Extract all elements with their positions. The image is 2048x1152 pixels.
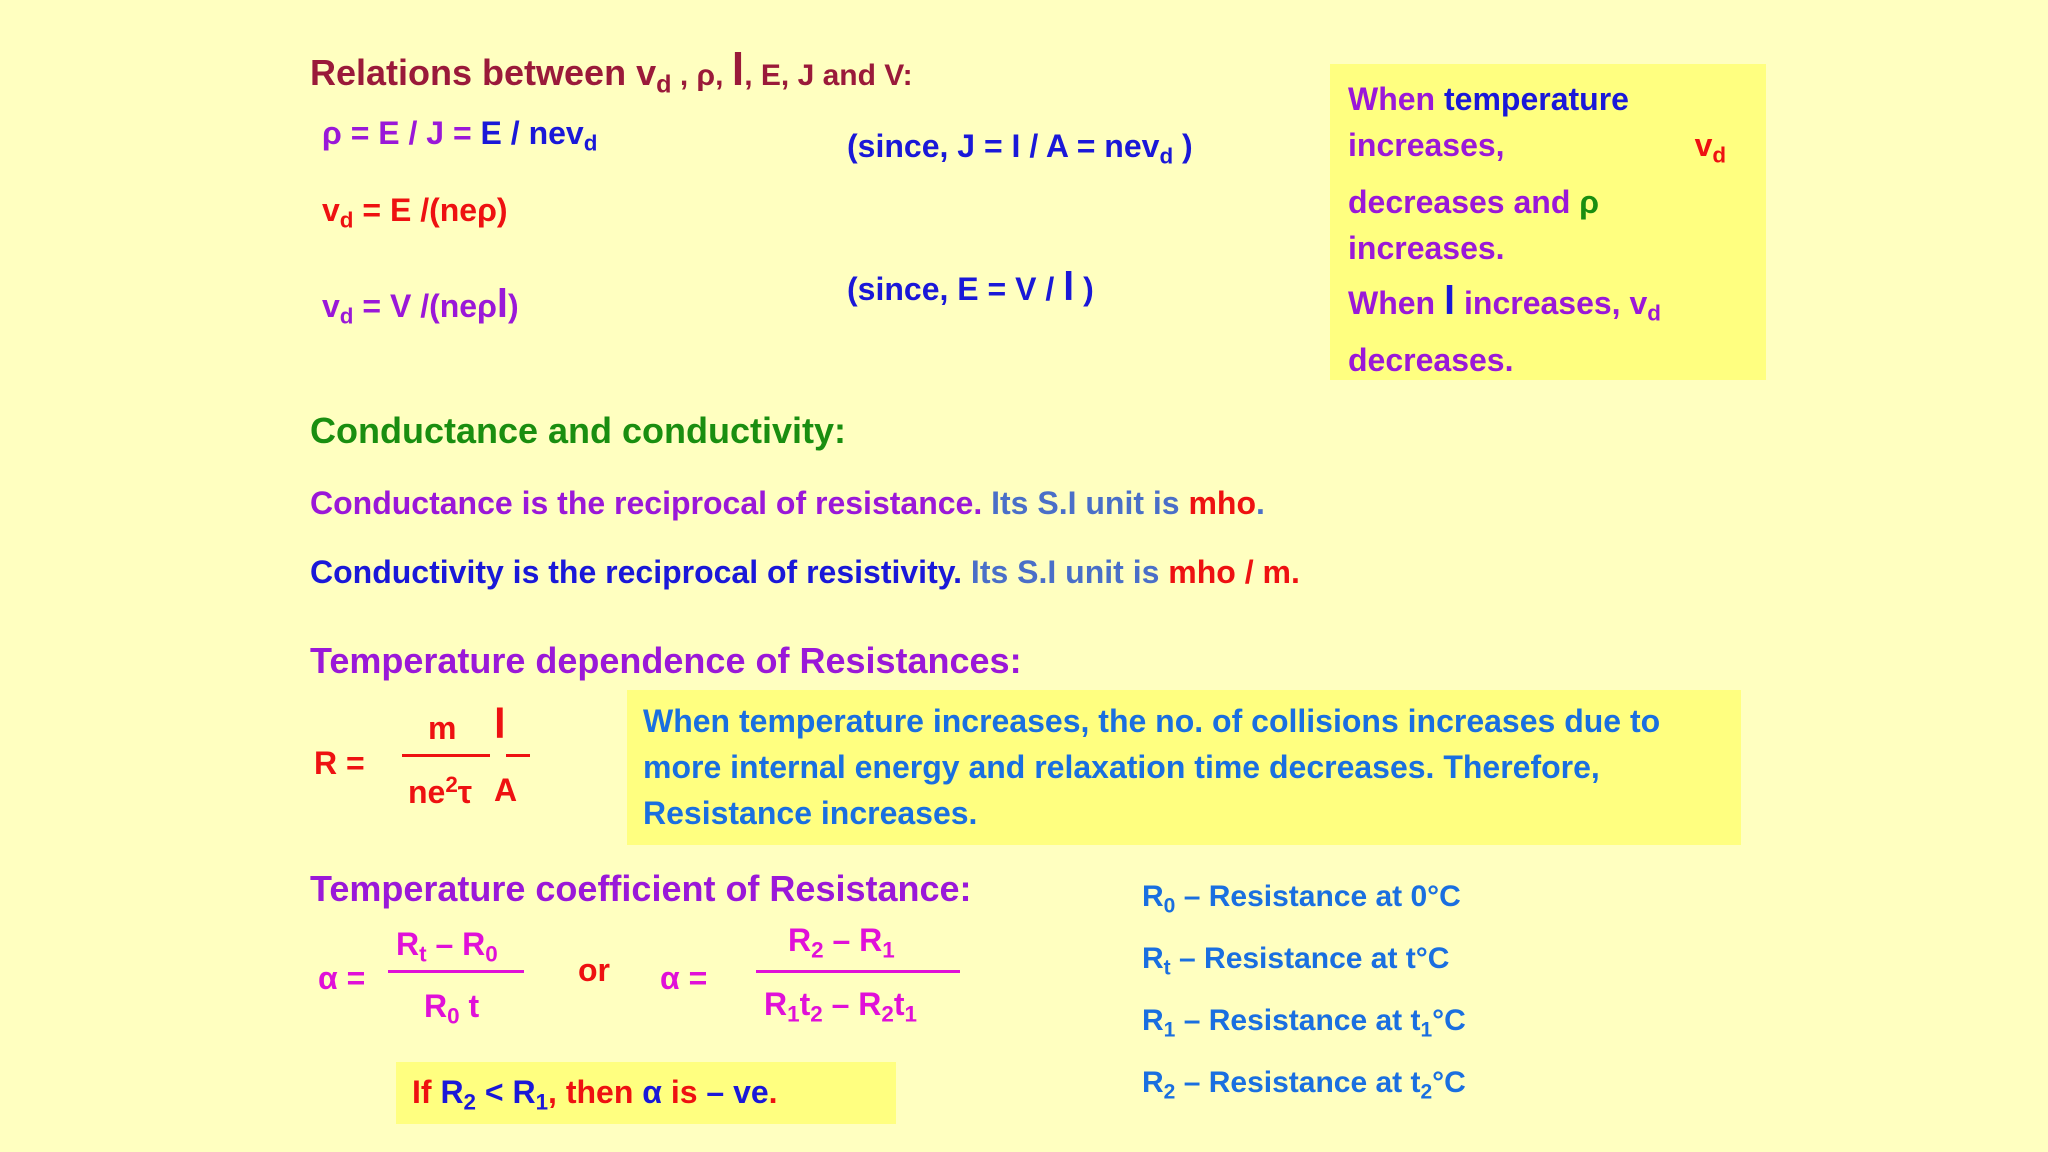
legend-text: – Resistance at t bbox=[1175, 1066, 1421, 1099]
num-sub: 2 bbox=[811, 937, 824, 963]
box-text: increases, bbox=[1455, 285, 1630, 321]
frac-den bbox=[408, 772, 472, 811]
frac1-num bbox=[396, 926, 498, 968]
num-text: – R bbox=[426, 926, 486, 962]
note-part: R bbox=[440, 1074, 464, 1110]
legend-item-r1 bbox=[1142, 1004, 1466, 1042]
note-sub: 1 bbox=[535, 1089, 549, 1115]
den-sub: 1 bbox=[904, 1001, 917, 1027]
note-text: ) bbox=[1074, 271, 1094, 307]
alpha-label-1: α = bbox=[318, 960, 366, 996]
note-text: ) bbox=[1173, 128, 1193, 164]
title-text: , ρ, bbox=[671, 59, 732, 92]
note-part: – ve bbox=[706, 1074, 769, 1110]
den-text: t bbox=[459, 988, 480, 1024]
fraction-bar bbox=[402, 754, 490, 757]
eq-part: ρ = E / J = bbox=[322, 115, 481, 151]
line-text: . bbox=[1256, 485, 1265, 521]
num-sub: t bbox=[419, 941, 427, 967]
equation-note-j bbox=[847, 128, 1193, 170]
line-text: Conductivity is the reciprocal of resistivity. bbox=[310, 554, 971, 590]
frac2-num bbox=[788, 922, 895, 964]
legend-sym: R bbox=[1142, 942, 1164, 975]
or-text: or bbox=[578, 952, 610, 988]
eq-part: v bbox=[322, 288, 340, 324]
note-part: < R bbox=[476, 1074, 536, 1110]
den-text: R bbox=[764, 986, 788, 1022]
den-sub: 0 bbox=[447, 1003, 460, 1029]
frac1-den bbox=[424, 988, 479, 1030]
num-sub: 1 bbox=[882, 937, 895, 963]
den-text: t bbox=[893, 986, 905, 1022]
title-text: Relations between v bbox=[310, 52, 657, 93]
box-text: increases, bbox=[1348, 127, 1505, 163]
eq-part: = V /(neρ bbox=[353, 288, 497, 324]
legend-item-rt bbox=[1142, 942, 1449, 980]
box-vd-sub: d bbox=[1647, 300, 1661, 326]
collision-box bbox=[627, 690, 1741, 845]
eq-l: l bbox=[496, 282, 508, 326]
fraction-bar bbox=[388, 970, 524, 973]
note-sub: d bbox=[1159, 143, 1174, 169]
eq-sub: d bbox=[339, 303, 354, 329]
legend-sub: 0 bbox=[1163, 894, 1176, 918]
den-sub: 2 bbox=[881, 1001, 894, 1027]
legend-text: °C bbox=[1432, 1066, 1466, 1099]
num-text: R bbox=[396, 926, 420, 962]
note-part: , then bbox=[548, 1074, 643, 1110]
line-text: Conductance is the reciprocal of resistance. bbox=[310, 485, 992, 521]
box-rho: ρ bbox=[1579, 183, 1600, 220]
box-vd-sub: d bbox=[1712, 142, 1727, 168]
equation-vd-e bbox=[322, 192, 508, 234]
legend-sym: R bbox=[1142, 1004, 1164, 1037]
title-text: , E, J and V: bbox=[744, 59, 913, 92]
den-sup: 2 bbox=[445, 772, 458, 797]
title-sub: d bbox=[656, 70, 672, 99]
legend-text: – Resistance at t°C bbox=[1170, 942, 1450, 975]
frac-num-l: l bbox=[494, 700, 506, 747]
conductance-title: Conductance and conductivity: bbox=[310, 410, 847, 451]
box-text: When bbox=[1348, 81, 1444, 117]
equation-note-e bbox=[847, 265, 1094, 310]
box-l: l bbox=[1443, 279, 1456, 323]
box-paragraph-2 bbox=[1348, 278, 1661, 383]
den-sub: 1 bbox=[787, 1001, 800, 1027]
line-text: Its S.I unit is bbox=[970, 554, 1169, 590]
note-part: If bbox=[412, 1074, 441, 1110]
note-text: (since, E = V / bbox=[847, 271, 1064, 307]
box-paragraph-1 bbox=[1348, 76, 1726, 271]
relations-title bbox=[310, 44, 913, 100]
num-sub: 0 bbox=[485, 941, 498, 967]
legend-text: – Resistance at 0°C bbox=[1175, 880, 1461, 913]
line-text: Its S.I unit is bbox=[991, 485, 1189, 521]
box-text: decreases and bbox=[1348, 183, 1580, 220]
title-l: l bbox=[731, 44, 745, 95]
temperature-effect-box bbox=[1330, 64, 1766, 380]
legend-sub: t bbox=[1163, 956, 1171, 980]
fraction-bar bbox=[506, 754, 530, 757]
unit-mho-m: mho / m. bbox=[1168, 554, 1300, 590]
note-text: (since, J = I / A = nev bbox=[847, 128, 1160, 164]
note-text bbox=[412, 1074, 778, 1116]
note-sub: 2 bbox=[463, 1089, 476, 1115]
num-text: R bbox=[788, 922, 812, 958]
conductivity-line bbox=[310, 554, 1300, 591]
frac-num-m: m bbox=[428, 710, 457, 746]
legend-sym: R bbox=[1142, 880, 1164, 913]
eq-part: ) bbox=[508, 288, 519, 324]
eq-part: v bbox=[322, 192, 340, 228]
note-part: α bbox=[642, 1074, 662, 1110]
box-text: decreases. bbox=[1348, 341, 1514, 378]
den-text: τ bbox=[457, 774, 473, 811]
box-text: increases. bbox=[1348, 229, 1505, 266]
temp-dependence-title: Temperature dependence of Resistances: bbox=[310, 640, 1022, 681]
box-vd: v bbox=[1629, 285, 1648, 321]
equation-rho bbox=[322, 115, 597, 157]
legend-sym: R bbox=[1142, 1066, 1164, 1099]
legend-sub: 1 bbox=[1163, 1018, 1176, 1042]
eq-sub: d bbox=[583, 130, 598, 156]
note-l: l bbox=[1063, 265, 1075, 309]
den-text: – R bbox=[822, 986, 882, 1022]
den-text: R bbox=[424, 988, 448, 1024]
temp-coefficient-title: Temperature coefficient of Resistance: bbox=[310, 868, 972, 909]
num-text: – R bbox=[823, 922, 883, 958]
legend-text: °C bbox=[1432, 1004, 1466, 1037]
den-sub: 2 bbox=[810, 1001, 823, 1027]
den-text: t bbox=[799, 986, 811, 1022]
unit-mho: mho bbox=[1188, 485, 1257, 521]
collision-text: When temperature increases, the no. of collisions increases due to more internal energy and relaxation time decreases. Therefore, Resistance increases. bbox=[643, 703, 1661, 831]
box-vd: v bbox=[1694, 127, 1713, 163]
box-text: temperature bbox=[1443, 81, 1629, 117]
box-text: When bbox=[1348, 285, 1444, 321]
frac2-den bbox=[764, 986, 917, 1028]
legend-item-r2 bbox=[1142, 1066, 1466, 1104]
frac-den-a: A bbox=[494, 772, 518, 808]
fraction-bar bbox=[756, 970, 960, 973]
eq-part: E / nev bbox=[480, 115, 584, 151]
legend-sub: 1 bbox=[1420, 1018, 1433, 1042]
legend-sub: 2 bbox=[1420, 1080, 1433, 1104]
r-label: R = bbox=[314, 745, 365, 781]
eq-part: = E /(neρ) bbox=[353, 192, 508, 228]
legend-item-r0 bbox=[1142, 880, 1461, 918]
note-part: is bbox=[661, 1074, 707, 1110]
legend-sub: 2 bbox=[1163, 1080, 1176, 1104]
eq-sub: d bbox=[339, 207, 354, 233]
alpha-label-2: α = bbox=[660, 960, 708, 996]
note-part: . bbox=[768, 1074, 778, 1110]
legend-text: – Resistance at t bbox=[1175, 1004, 1421, 1037]
den-text: ne bbox=[408, 774, 446, 811]
conductance-line bbox=[310, 485, 1265, 522]
equation-vd-v bbox=[322, 282, 519, 330]
negative-alpha-note bbox=[396, 1062, 896, 1124]
